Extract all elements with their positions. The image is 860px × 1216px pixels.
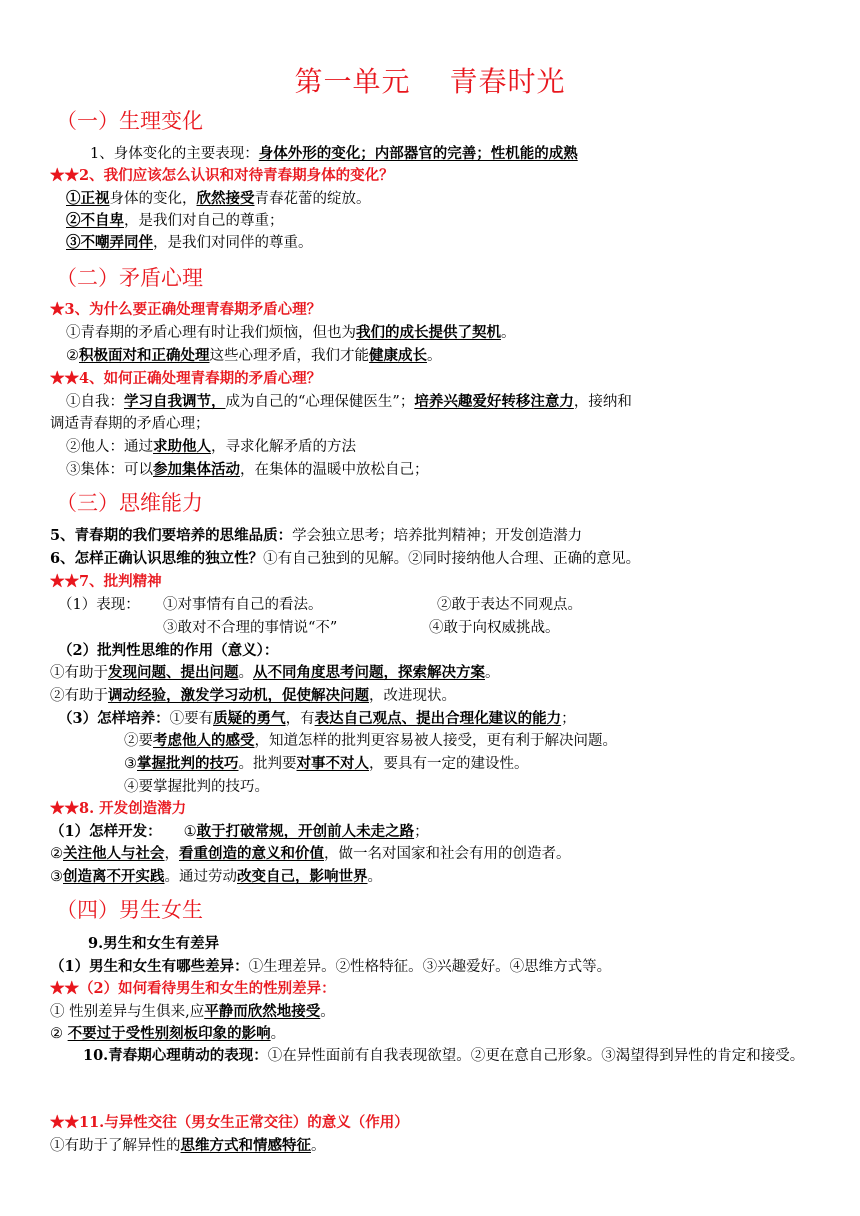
section-heading-4: （四）男生女生 [56, 898, 203, 922]
item-9: 9.男生和女生有差异 [88, 935, 220, 952]
question-11: ★★11.与异性交往（男女生正常交往）的意义（作用） [50, 1114, 409, 1131]
item-9-2-a: ① 性别差异与生俱来,应平静而欣然地接受。 [50, 1003, 335, 1020]
question-4: ★★4、如何正确处理青春期的矛盾心理？ [50, 370, 322, 387]
item-7-1-a: ①对事情有自己的看法。 [163, 597, 323, 613]
answer-4-1-cont: 调适青春期的矛盾心理； [50, 416, 210, 432]
item-8-2: ②关注他人与社会，看重创造的意义和价值，做一名对国家和社会有用的创造者。 [50, 845, 571, 862]
item-7-1-label: （1）表现： [58, 597, 140, 613]
item-6: 6、怎样正确认识思维的独立性？①有自己独到的见解。②同时接纳他人合理、正确的意见。 [50, 550, 641, 567]
question-3: ★3、为什么要正确处理青春期矛盾心理？ [50, 301, 322, 318]
item-7-2-a: ①有助于发现问题、提出问题。从不同角度思考问题，探索解决方案。 [50, 664, 500, 681]
item-7-2-heading: （2）批判性思维的作用（意义）： [58, 642, 279, 659]
item-7-3-c: ③掌握批判的技巧。批判要对事不对人，要具有一定的建设性。 [124, 755, 529, 772]
item-7-2-b: ②有助于调动经验，激发学习动机，促使解决问题，改进现状。 [50, 687, 456, 704]
answer-2-2: ②不自卑，是我们对自己的尊重； [66, 212, 284, 229]
item-9-2-b: ② 不要过于受性别刻板印象的影响。 [50, 1025, 286, 1042]
question-2: ★★2、我们应该怎么认识和对待青春期身体的变化？ [50, 167, 394, 184]
item-7-1-b: ②敢于表达不同观点。 [437, 597, 582, 613]
answer-2-1: ①正视身体的变化，欣然接受青春花蕾的绽放。 [66, 190, 371, 207]
item-7-3-d: ④要掌握批判的技巧。 [124, 779, 269, 795]
item-8-1: （1）怎样开发： ①敢于打破常规，开创前人未走之路； [50, 823, 429, 840]
section-heading-1: （一）生理变化 [56, 109, 203, 133]
answer-4-2: ②他人：通过求助他人，寻求化解矛盾的方法 [66, 438, 356, 455]
section-heading-3: （三）思维能力 [56, 491, 203, 515]
item-7-3-a: （3）怎样培养：①要有质疑的勇气，有表达自己观点、提出合理化建议的能力； [58, 710, 576, 727]
answer-4-3: ③集体：可以参加集体活动，在集体的温暖中放松自己； [66, 461, 429, 478]
item-7-3-b: ②要考虑他人的感受，知道怎样的批判更容易被人接受，更有利于解决问题。 [124, 732, 617, 749]
unit-title: 第一单元 青春时光 [294, 65, 566, 98]
item-11-1: ①有助于了解异性的思维方式和情感特征。 [50, 1137, 326, 1154]
question-7: ★★7、批判精神 [50, 573, 162, 590]
question-8: ★★8. 开发创造潜力 [50, 800, 187, 817]
item-9-2-heading: ★★（2）如何看待男生和女生的性别差异： [50, 980, 336, 997]
item-5: 5、青春期的我们要培养的思维品质：学会独立思考；培养批判精神；开发创造潜力 [50, 527, 583, 544]
item-7-1-d: ④敢于向权威挑战。 [429, 620, 560, 636]
item-7-1-c: ③敢对不合理的事情说“不” [163, 620, 338, 636]
item-1: 1、身体变化的主要表现：身体外形的变化；内部器官的完善；性机能的成熟 [90, 145, 578, 162]
item-8-3: ③创造离不开实践。通过劳动改变自己，影响世界。 [50, 868, 382, 885]
answer-3-2: ②积极面对和正确处理这些心理矛盾，我们才能健康成长。 [66, 347, 442, 364]
item-9-1: （1）男生和女生有哪些差异：①生理差异。②性格特征。③兴趣爱好。④思维方式等。 [50, 958, 612, 975]
answer-2-3: ③不嘲弄同伴，是我们对同伴的尊重。 [66, 234, 313, 251]
answer-3-1: ①青春期的矛盾心理有时让我们烦恼，但也为我们的成长提供了契机。 [66, 324, 516, 341]
answer-4-1: ①自我：学习自我调节，成为自己的“心理保健医生”；培养兴趣爱好转移注意力，接纳和 [66, 393, 632, 410]
item-10: 10.青春期心理萌动的表现：①在异性面前有自我表现欲望。②更在意自己形象。③渴望得到异性的肯定和接受。 [83, 1047, 805, 1064]
section-heading-2: （二）矛盾心理 [56, 266, 203, 290]
